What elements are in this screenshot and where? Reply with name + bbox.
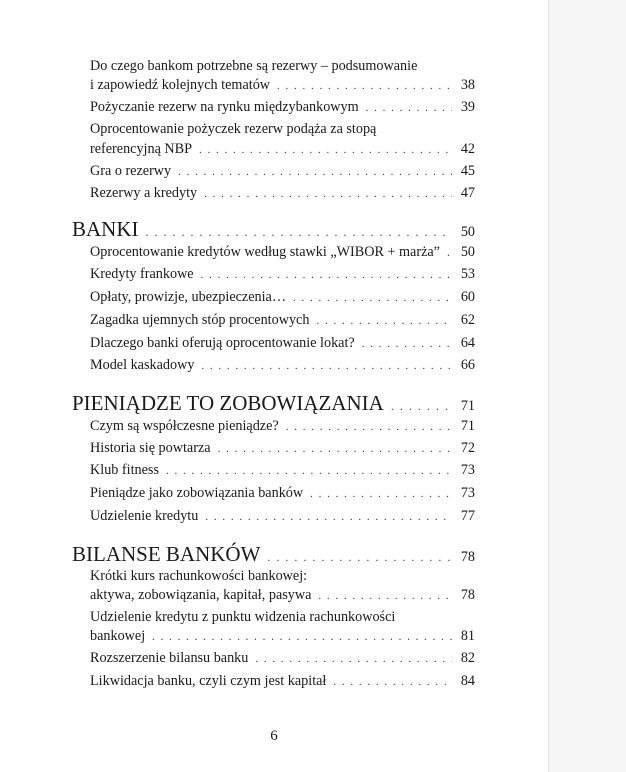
chapter-title: PIENIĄDZE TO ZOBOWIĄZANIA xyxy=(72,391,384,415)
dot-leader xyxy=(391,399,452,414)
toc-line xyxy=(90,335,475,352)
dot-leader xyxy=(293,292,452,304)
entry-title: Oprocentowanie pożyczek rezerw podąża za stopą xyxy=(90,121,377,137)
toc-line xyxy=(90,185,475,202)
toc-line xyxy=(90,462,475,479)
dot-leader xyxy=(447,247,452,259)
entry-page-number: 78 xyxy=(460,587,475,603)
dot-leader xyxy=(201,269,452,281)
toc-line xyxy=(90,357,475,374)
entry-title: bankowej xyxy=(90,628,146,644)
entry-page-number: 39 xyxy=(460,99,475,115)
toc-line xyxy=(90,508,475,525)
entry-page-number: 84 xyxy=(460,673,475,689)
dot-leader xyxy=(333,676,452,688)
entry-page-number: 72 xyxy=(460,440,475,456)
toc-line xyxy=(90,121,475,138)
dot-leader xyxy=(366,102,452,114)
toc-line xyxy=(90,673,475,690)
entry-title: Opłaty, prowizje, ubezpieczenia… xyxy=(90,289,287,305)
entry-title: Historia się powtarza xyxy=(90,440,211,456)
entry-page-number: 62 xyxy=(460,312,475,328)
entry-page-number: 81 xyxy=(460,628,475,644)
dot-leader xyxy=(178,166,452,178)
entry-page-number: 71 xyxy=(460,418,475,434)
entry-title: Oprocentowanie kredytów według stawki „WIBOR + marża” xyxy=(90,244,440,260)
toc-line xyxy=(90,587,475,604)
entry-page-number: 60 xyxy=(460,289,475,305)
toc-line xyxy=(90,244,475,261)
page-number: 6 xyxy=(270,728,278,744)
toc-line xyxy=(90,440,475,457)
dot-leader xyxy=(218,443,452,455)
entry-title: aktywa, zobowiązania, kapitał, pasywa xyxy=(90,587,312,603)
entry-title: Czym są współczesne pieniądze? xyxy=(90,418,279,434)
toc-line xyxy=(90,609,475,626)
toc-line xyxy=(72,217,475,242)
entry-title: Pieniądze jako zobowiązania banków xyxy=(90,485,304,501)
toc-line xyxy=(90,77,475,94)
dot-leader xyxy=(255,653,452,665)
entry-page-number: 47 xyxy=(460,185,475,201)
entry-page-number: 53 xyxy=(460,266,475,282)
entry-page-number: 50 xyxy=(460,224,475,240)
entry-page-number: 45 xyxy=(460,163,475,179)
chapter-title: BILANSE BANKÓW xyxy=(72,542,261,566)
toc-line xyxy=(90,99,475,116)
entry-title: Do czego bankom potrzebne są rezerwy – podsumowanie xyxy=(90,58,418,74)
entry-page-number: 42 xyxy=(460,141,475,157)
toc-line xyxy=(90,485,475,502)
entry-title: Kredyty frankowe xyxy=(90,266,194,282)
page-margin xyxy=(548,0,626,772)
entry-title: Rezerwy a kredyty xyxy=(90,185,198,201)
entry-title: Likwidacja banku, czyli czym jest kapitał xyxy=(90,673,327,689)
entry-title: referencyjną NBP xyxy=(90,141,193,157)
entry-page-number: 50 xyxy=(460,244,475,260)
entry-title: Gra o rezerwy xyxy=(90,163,172,179)
entry-title: Dlaczego banki oferują oprocentowanie lokat? xyxy=(90,335,355,351)
dot-leader xyxy=(267,550,452,565)
entry-title: Model kaskadowy xyxy=(90,357,195,373)
entry-title: Zagadka ujemnych stóp procentowych xyxy=(90,312,310,328)
toc-line xyxy=(90,163,475,180)
entry-page-number: 38 xyxy=(460,77,475,93)
entry-title: Pożyczanie rezerw na rynku międzybankowym xyxy=(90,99,359,115)
dot-leader xyxy=(316,315,452,327)
toc-line xyxy=(90,289,475,306)
toc-line xyxy=(90,141,475,158)
entry-page-number: 73 xyxy=(460,462,475,478)
dot-leader xyxy=(310,488,452,500)
entry-title: Rozszerzenie bilansu banku xyxy=(90,650,249,666)
chapter-title: BANKI xyxy=(72,217,139,241)
entry-page-number: 78 xyxy=(460,549,475,565)
dot-leader xyxy=(166,465,452,477)
entry-page-number: 77 xyxy=(460,508,475,524)
dot-leader xyxy=(362,338,452,350)
entry-page-number: 73 xyxy=(460,485,475,501)
entry-title: Udzielenie kredytu xyxy=(90,508,199,524)
entry-title: Udzielenie kredytu z punktu widzenia rachunkowości xyxy=(90,609,396,625)
entry-title: Krótki kurs rachunkowości bankowej: xyxy=(90,568,308,584)
dot-leader xyxy=(286,421,452,433)
dot-leader xyxy=(205,511,452,523)
entry-page-number: 64 xyxy=(460,335,475,351)
toc-line xyxy=(90,628,475,645)
dot-leader xyxy=(318,590,452,602)
toc-line xyxy=(90,568,475,585)
toc-line xyxy=(72,542,475,567)
dot-leader xyxy=(146,225,453,240)
entry-page-number: 82 xyxy=(460,650,475,666)
toc-line xyxy=(72,391,475,416)
entry-title: Klub fitness xyxy=(90,462,159,478)
toc-line xyxy=(90,312,475,329)
entry-page-number: 71 xyxy=(460,398,475,414)
toc-line xyxy=(90,418,475,435)
entry-title: i zapowiedź kolejnych tematów xyxy=(90,77,271,93)
dot-leader xyxy=(201,360,452,372)
dot-leader xyxy=(152,631,452,643)
entry-page-number: 66 xyxy=(460,357,475,373)
dot-leader xyxy=(204,188,452,200)
toc-line xyxy=(90,58,475,75)
toc-line xyxy=(90,650,475,667)
toc-line xyxy=(90,266,475,283)
dot-leader xyxy=(277,80,452,92)
dot-leader xyxy=(199,144,452,156)
